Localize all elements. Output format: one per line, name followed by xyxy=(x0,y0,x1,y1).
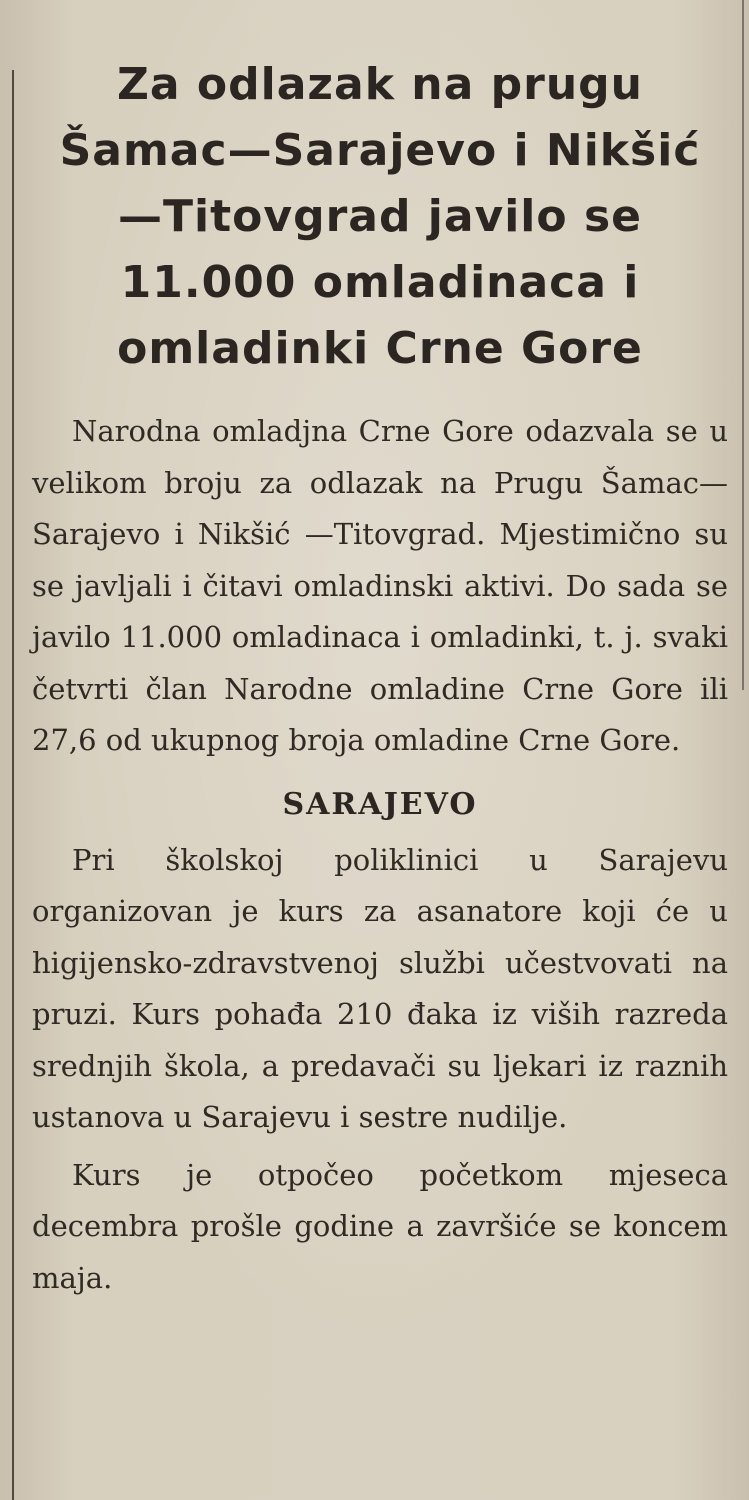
column-rule-left xyxy=(12,70,14,1500)
article-column xyxy=(32,52,728,1304)
article-paragraph: Narodna omladjna Crne Gore odazvala se u velikom broju za odlazak na Prugu Šamac—Sarajevo i Nikšić —Titovgrad. Mjestimično su se javljali i čitavi omladinski aktivi. Do sada se javilo 11.000 omladinaca i omladinki, t. j. svaki četvrti član Narodne omladine Crne Gore ili 27,6 od ukupnog broja omladine Crne Gore. xyxy=(32,414,728,757)
column-rule-right xyxy=(742,0,744,690)
section-subheading: SARAJEVO xyxy=(282,786,478,822)
headline: Za odlazak na prugu Šamac—Sarajevo i Nikšić —Titovgrad javilo se 11.000 omladinaca i omladinki Crne Gore xyxy=(59,59,701,374)
sarajevo-paragraph: Pri školskoj poliklinici u Sarajevu organizovan je kurs za asanatore koji će u higijensko-zdravstvenoj službi učestvovati na pruzi. Kurs pohađa 210 đaka iz viših razreda srednjih škola, a predavači su ljekari iz raznih ustanova u Sarajevu i sestre nudilje. xyxy=(32,842,728,1134)
sarajevo-paragraph: Kurs je otpočeo početkom mjeseca decembra prošle godine a završiće se koncem maja. xyxy=(32,1157,728,1295)
